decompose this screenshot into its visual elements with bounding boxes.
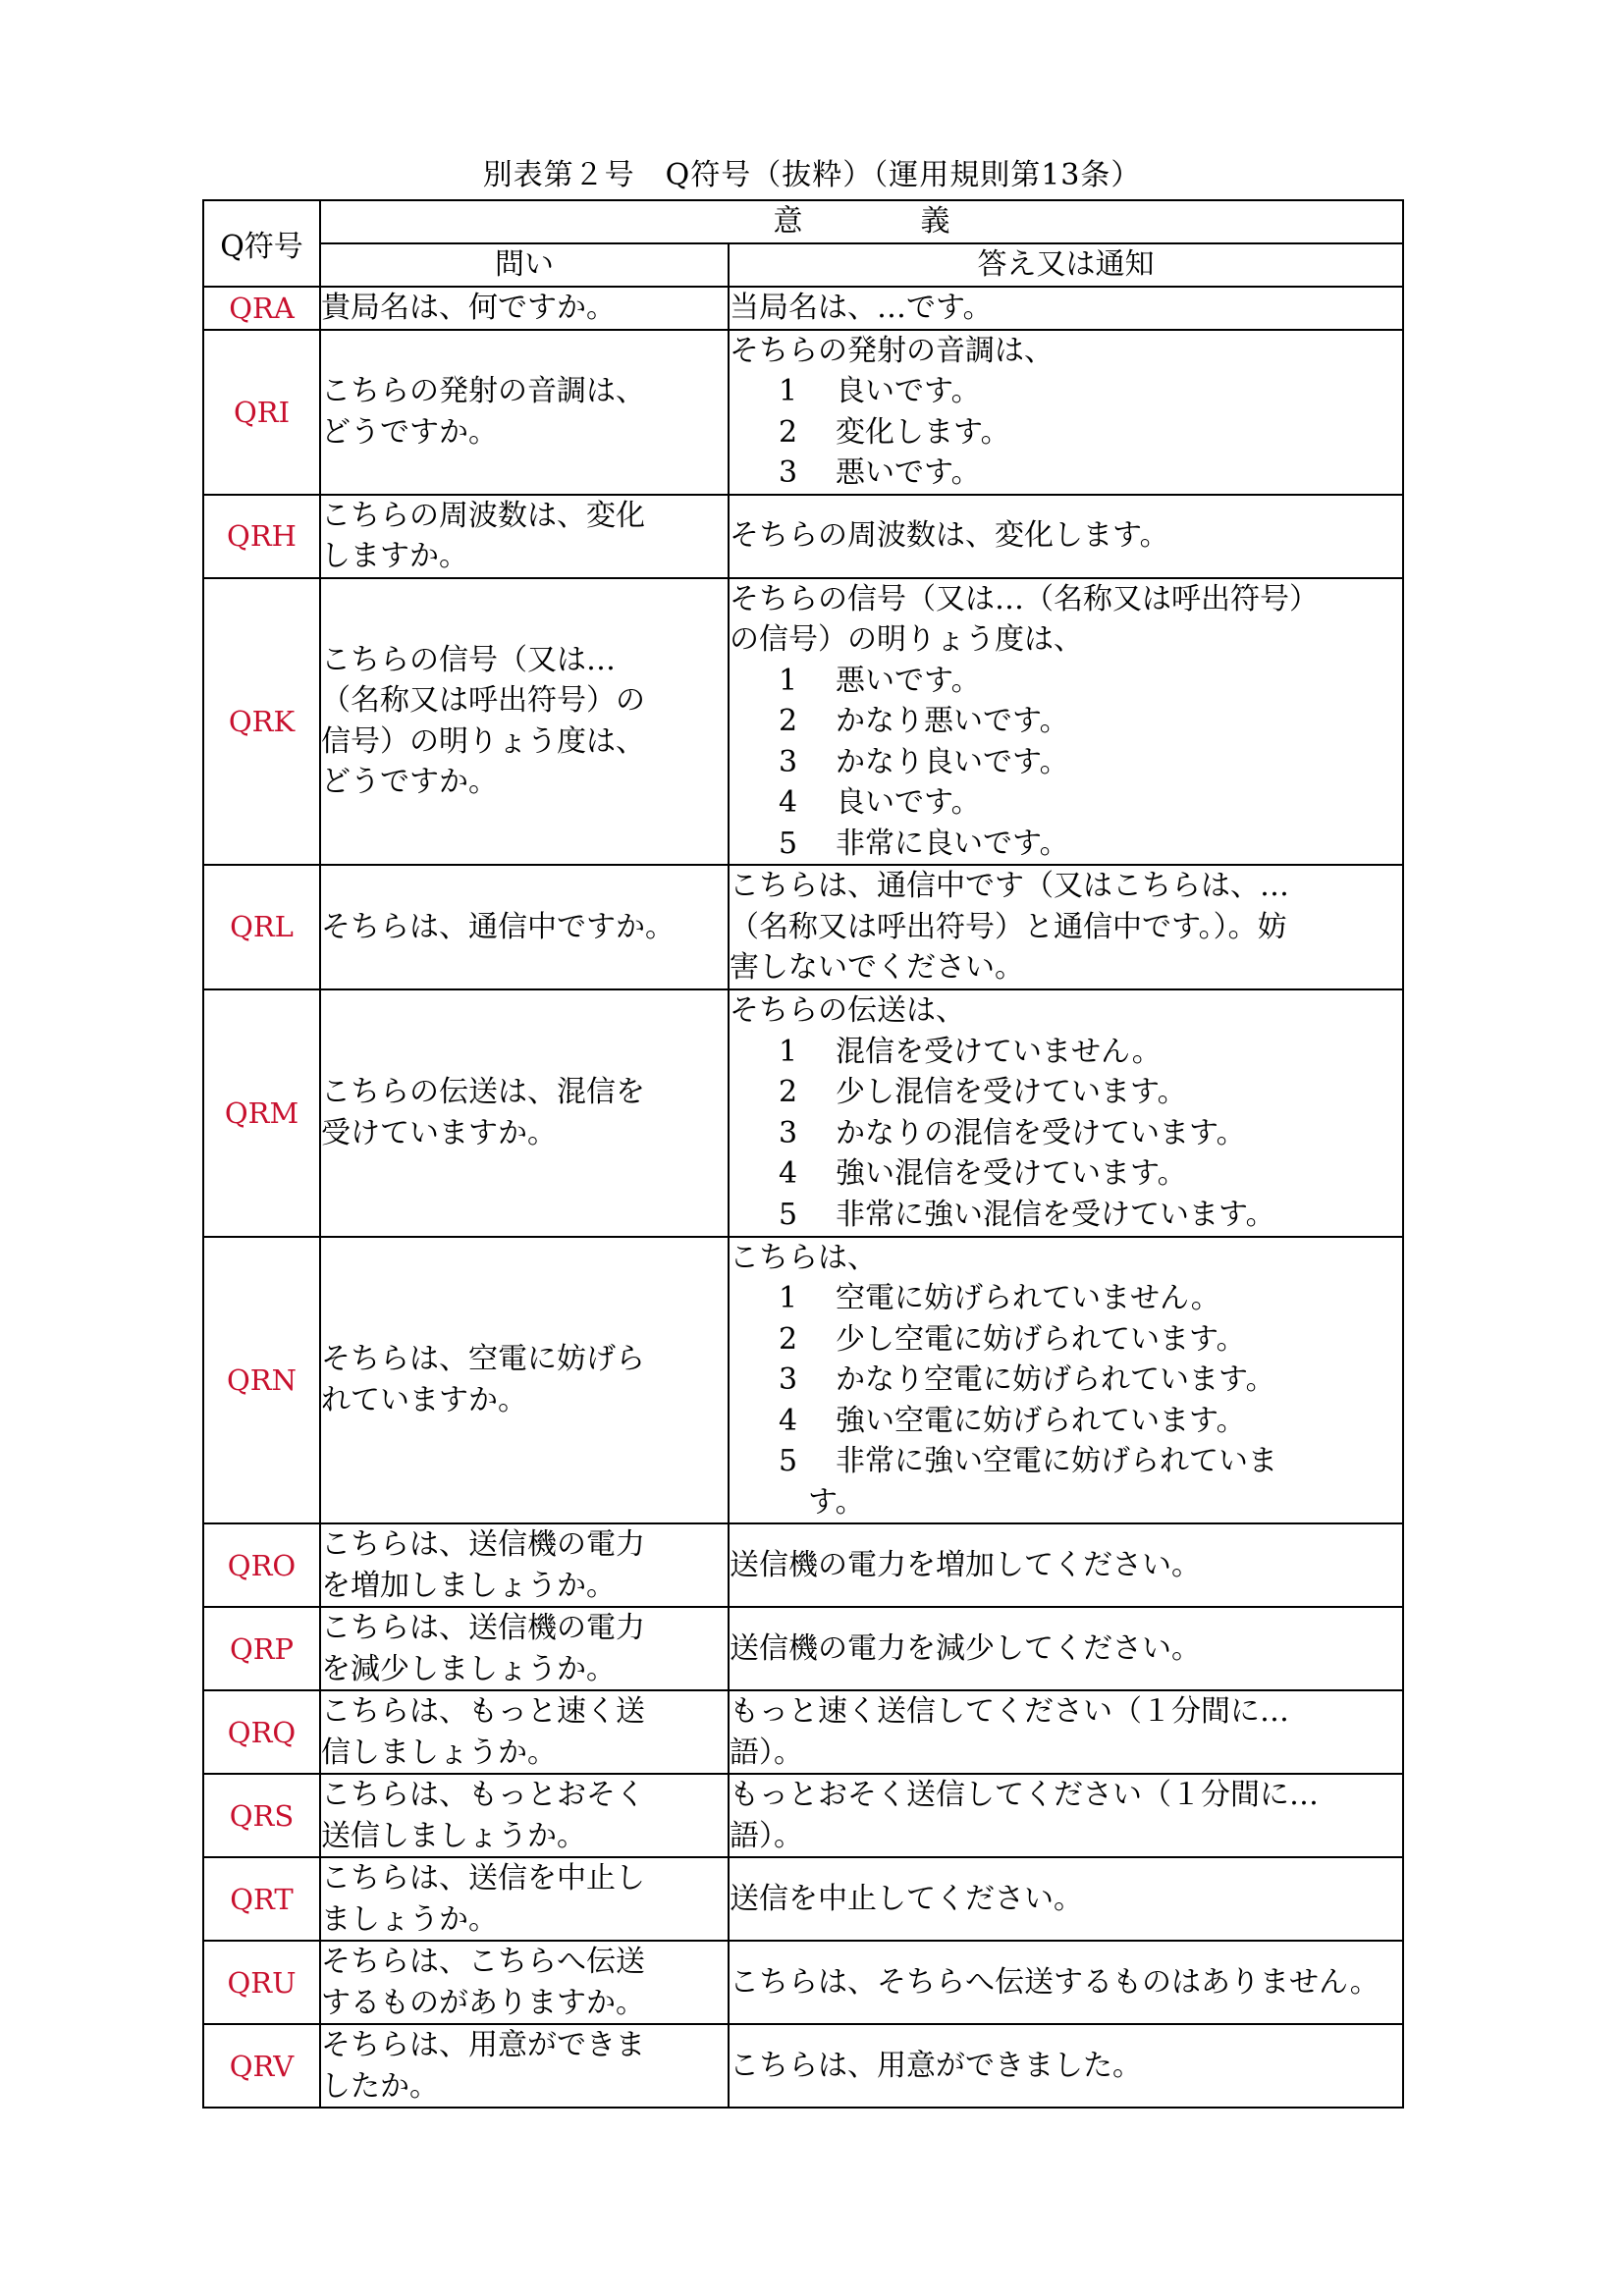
- answer-list-item: [730, 742, 1402, 783]
- answer-list-item: [730, 1032, 1402, 1073]
- q-code-cell: QRN: [203, 1237, 320, 1524]
- q-code-cell: QRK: [203, 578, 320, 866]
- table-row: [203, 1857, 1403, 1941]
- answer-item-text: かなり悪いです。: [836, 704, 1069, 738]
- answer-item-number: 2: [779, 704, 798, 738]
- question-line: ましょうか。: [321, 1901, 498, 1937]
- question-line: 貴局名は、何ですか。: [321, 291, 616, 325]
- question-cell: [320, 1607, 729, 1690]
- question-cell: [320, 578, 729, 866]
- answer-list-item: [730, 1441, 1402, 1482]
- answer-line: もっと速く送信してください（１分間に…: [730, 1694, 1289, 1729]
- answer-list-item: [730, 661, 1402, 702]
- answer-item-number: 4: [779, 1156, 798, 1191]
- q-code-cell: QRI: [203, 330, 320, 495]
- q-code-cell: QRV: [203, 2024, 320, 2108]
- header-meaning: 意 義: [320, 200, 1403, 243]
- table-row: [203, 330, 1403, 495]
- q-code-cell: QRM: [203, 989, 320, 1237]
- q-code-cell: QRO: [203, 1523, 320, 1607]
- answer-line: 当局名は、…です。: [730, 291, 993, 325]
- answer-item-text: かなり空電に妨げられています。: [836, 1362, 1275, 1397]
- answer-line: そちらの伝送は、: [730, 993, 965, 1028]
- question-line: を増加しましょうか。: [321, 1568, 616, 1603]
- answer-item-number: 4: [779, 785, 798, 820]
- question-line: を減少しましょうか。: [321, 1651, 616, 1686]
- answer-line: の信号）の明りょう度は、: [730, 622, 1083, 657]
- answer-cell: [729, 1857, 1403, 1941]
- question-line: どうですか。: [321, 414, 498, 450]
- answer-item-number: 3: [779, 1115, 798, 1150]
- table-row: [203, 2024, 1403, 2108]
- table-row: [203, 1774, 1403, 1857]
- question-line: 送信しましょうか。: [321, 1818, 586, 1853]
- question-cell: [320, 1774, 729, 1857]
- q-code-cell: QRP: [203, 1607, 320, 1690]
- question-line: こちらは、もっとおそく: [321, 1778, 645, 1812]
- question-line: （名称又は呼出符号）の: [321, 683, 645, 719]
- answer-item-text: 混信を受けていません。: [836, 1034, 1162, 1069]
- answer-item-text: 強い空電に妨げられています。: [836, 1403, 1246, 1438]
- question-cell: [320, 2024, 729, 2108]
- answer-cell: [729, 1237, 1403, 1524]
- answer-item-text: 悪いです。: [836, 663, 981, 698]
- answer-list-item: [730, 1360, 1402, 1401]
- question-line: したか。: [321, 2068, 439, 2104]
- answer-list-item: [730, 1278, 1402, 1319]
- table-row: [203, 865, 1403, 989]
- answer-item-text: 少し空電に妨げられています。: [836, 1321, 1246, 1357]
- question-line: こちらは、送信機の電力: [321, 1527, 645, 1562]
- answer-item-text: 非常に良いです。: [836, 826, 1069, 861]
- question-line: こちらの周波数は、変化: [321, 498, 645, 533]
- answer-item-number: 1: [779, 663, 798, 698]
- answer-cell: [729, 1774, 1403, 1857]
- answer-list-item: [730, 701, 1402, 742]
- answer-item-text: 非常に強い混信を受けています。: [836, 1197, 1275, 1232]
- answer-item-text: 少し混信を受けています。: [836, 1075, 1187, 1109]
- answer-item-text: 良いです。: [836, 374, 981, 408]
- q-code-cell: QRU: [203, 1941, 320, 2024]
- answer-item-number: 2: [779, 1321, 798, 1357]
- question-line: こちらは、送信機の電力: [321, 1611, 645, 1645]
- question-line: そちらは、こちらへ伝送: [321, 1945, 645, 1979]
- answer-item-number: 3: [779, 1362, 798, 1397]
- q-code-cell: QRS: [203, 1774, 320, 1857]
- question-line: どうですか。: [321, 765, 498, 800]
- answer-cell: [729, 1523, 1403, 1607]
- question-line: こちらの信号（又は…: [321, 642, 616, 677]
- answer-continuation: す。: [808, 1484, 865, 1520]
- header-answer: 答え又は通知: [729, 243, 1403, 287]
- document-title: 別表第２号 Q符号（抜粋）（運用規則第13条）: [482, 158, 1142, 192]
- answer-item-number: 4: [779, 1403, 798, 1438]
- answer-cell: [729, 1607, 1403, 1690]
- question-line: こちらの発射の音調は、: [321, 374, 645, 408]
- table-row: [203, 495, 1403, 578]
- q-code-cell: QRT: [203, 1857, 320, 1941]
- q-code-cell: QRH: [203, 495, 320, 578]
- answer-line: 語）。: [730, 1735, 803, 1770]
- answer-cell: [729, 1690, 1403, 1774]
- answer-list-item: [730, 1195, 1402, 1236]
- answer-item-text: 非常に強い空電に妨げられていま: [836, 1444, 1277, 1478]
- answer-cell: [729, 989, 1403, 1237]
- table-row: [203, 1941, 1403, 2024]
- table-row: [203, 1237, 1403, 1524]
- answer-line: 送信機の電力を減少してください。: [730, 1630, 1201, 1666]
- answer-item-number: 5: [779, 1197, 798, 1232]
- answer-cell: [729, 1941, 1403, 2024]
- question-line: 信号）の明りょう度は、: [321, 723, 645, 759]
- question-cell: [320, 1523, 729, 1607]
- answer-item-text: 変化します。: [836, 414, 1010, 450]
- table-row: [203, 578, 1403, 866]
- answer-cell: [729, 2024, 1403, 2108]
- question-line: 信しましょうか。: [321, 1735, 557, 1770]
- answer-line: そちらの信号（又は…（名称又は呼出符号）: [730, 581, 1319, 616]
- q-code-cell: QRA: [203, 287, 320, 330]
- question-cell: [320, 865, 729, 989]
- answer-line: （名称又は呼出符号）と通信中です。）。妨: [730, 909, 1287, 944]
- answer-line: 送信を中止してください。: [730, 1881, 1083, 1916]
- answer-item-text: 強い混信を受けています。: [836, 1156, 1187, 1191]
- answer-item-number: 3: [779, 455, 798, 490]
- answer-item-number: 1: [779, 1281, 798, 1315]
- answer-item-number: 2: [779, 414, 798, 450]
- answer-item-text: 空電に妨げられていません。: [836, 1281, 1220, 1315]
- question-line: こちらの伝送は、混信を: [321, 1075, 645, 1109]
- table-row: [203, 1690, 1403, 1774]
- table-header: [203, 200, 1403, 287]
- answer-item-text: 悪いです。: [836, 455, 981, 490]
- answer-list-item: [730, 782, 1402, 824]
- answer-line: 害しないでください。: [730, 950, 1024, 985]
- answer-line: こちらは、用意ができました。: [730, 2048, 1142, 2083]
- answer-line: こちらは、そちらへ伝送するものはありません。: [730, 1964, 1380, 2000]
- answer-item-number: 5: [779, 826, 798, 861]
- answer-cell: [729, 287, 1403, 330]
- answer-list-item: [730, 453, 1402, 494]
- answer-list-item: [730, 1401, 1402, 1442]
- question-cell: [320, 495, 729, 578]
- answer-list-item: [730, 1113, 1402, 1154]
- answer-list-item: [730, 1319, 1402, 1361]
- question-line: するものがありますか。: [321, 1985, 645, 2020]
- answer-cell: [729, 495, 1403, 578]
- answer-line: こちらは、: [730, 1240, 877, 1275]
- question-cell: [320, 1237, 729, 1524]
- answer-cell: [729, 330, 1403, 495]
- answer-item-number: 1: [779, 1034, 798, 1069]
- table-row: [203, 1607, 1403, 1690]
- answer-item-number: 1: [779, 374, 798, 408]
- table-body: [203, 287, 1403, 2108]
- question-line: そちらは、用意ができま: [321, 2028, 645, 2062]
- answer-line: そちらの周波数は、変化します。: [730, 518, 1169, 554]
- question-line: こちらは、もっと速く送: [321, 1694, 645, 1729]
- question-cell: [320, 1690, 729, 1774]
- answer-line: そちらの発射の音調は、: [730, 333, 1054, 368]
- answer-item-number: 5: [779, 1444, 798, 1478]
- answer-item-text: 良いです。: [836, 785, 981, 820]
- answer-cell: [729, 865, 1403, 989]
- answer-item-text: かなり良いです。: [836, 744, 1069, 779]
- answer-item-text: かなりの混信を受けています。: [836, 1115, 1246, 1150]
- question-cell: [320, 330, 729, 495]
- question-line: そちらは、空電に妨げら: [321, 1342, 645, 1377]
- question-line: 受けていますか。: [321, 1115, 557, 1150]
- answer-list-item: [730, 1153, 1402, 1195]
- answer-list-item: [730, 371, 1402, 412]
- question-cell: [320, 287, 729, 330]
- answer-list-item: [730, 1072, 1402, 1113]
- answer-cell: [729, 578, 1403, 866]
- question-cell: [320, 989, 729, 1237]
- answer-item-number: 3: [779, 744, 798, 779]
- answer-line: 送信機の電力を増加してください。: [730, 1547, 1201, 1582]
- question-cell: [320, 1941, 729, 2024]
- answer-line: 語）。: [730, 1818, 803, 1853]
- answer-list-item: [730, 412, 1402, 454]
- question-line: れていますか。: [321, 1382, 527, 1417]
- answer-list-item: [730, 824, 1402, 865]
- table-row: [203, 989, 1403, 1237]
- q-code-table: [202, 199, 1404, 2109]
- question-line: こちらは、送信を中止し: [321, 1861, 645, 1896]
- question-cell: [320, 1857, 729, 1941]
- header-question: 問い: [320, 243, 729, 287]
- table-row: [203, 1523, 1403, 1607]
- question-line: そちらは、通信中ですか。: [321, 909, 675, 944]
- q-code-cell: QRQ: [203, 1690, 320, 1774]
- header-q-code: Q符号: [203, 200, 320, 287]
- answer-item-number: 2: [779, 1075, 798, 1109]
- q-code-cell: QRL: [203, 865, 320, 989]
- table-row: [203, 287, 1403, 330]
- answer-line: こちらは、通信中です（又はこちらは、…: [730, 869, 1289, 903]
- question-line: しますか。: [321, 539, 468, 573]
- answer-line: もっとおそく送信してください（１分間に…: [730, 1778, 1319, 1812]
